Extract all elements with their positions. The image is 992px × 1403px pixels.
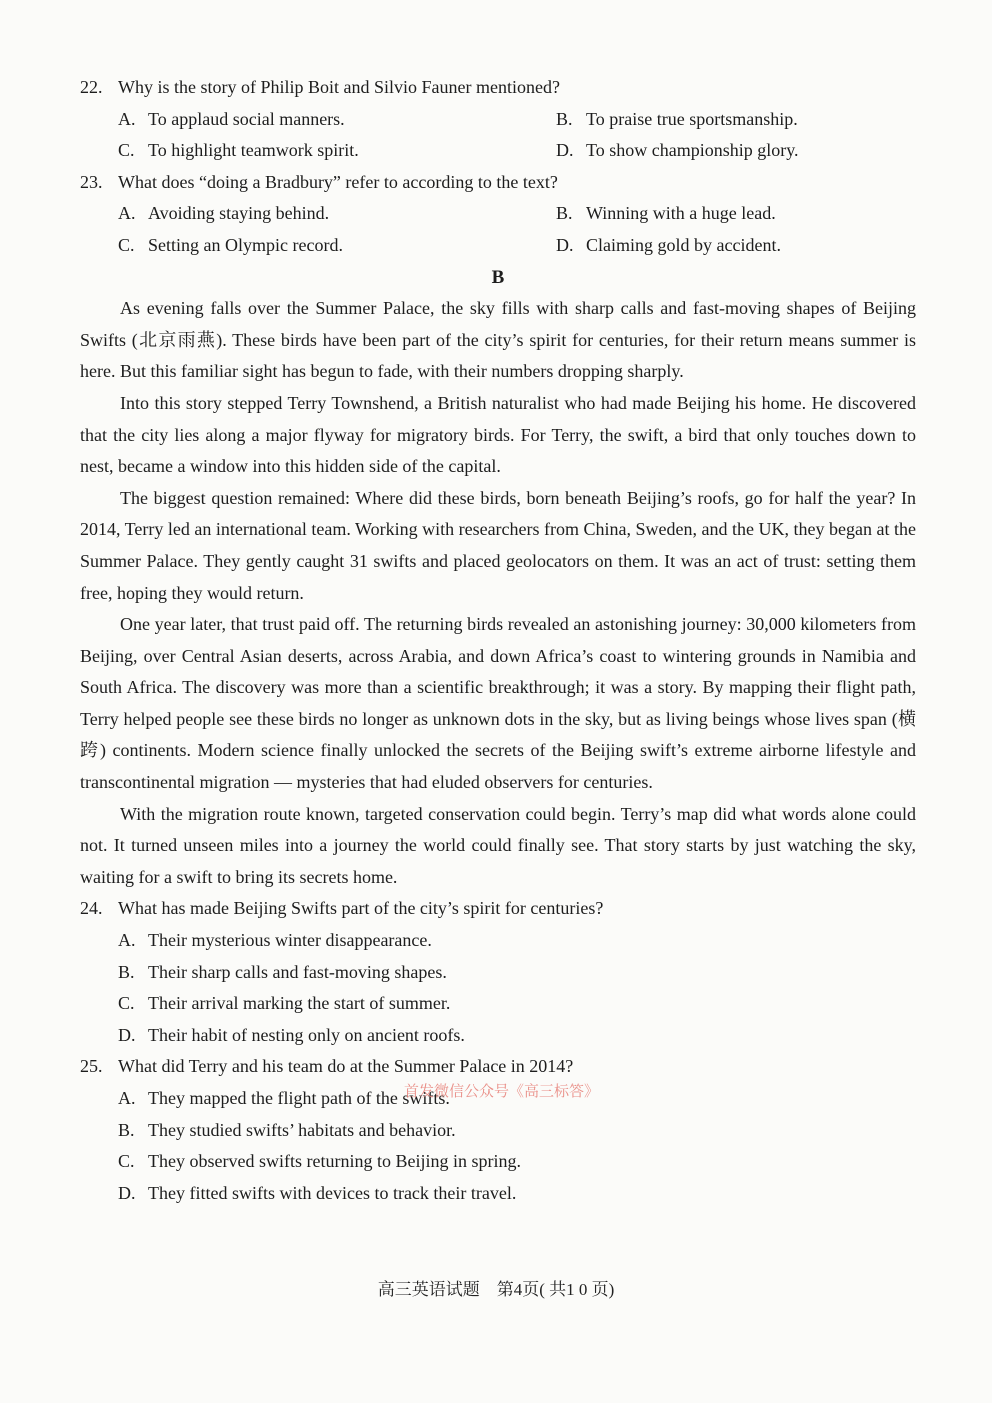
option-label: B.	[556, 108, 573, 129]
option-text: To show championship glory.	[586, 140, 799, 161]
option-label: A.	[118, 108, 136, 129]
passage-paragraph: As evening falls over the Summer Palace, the sky fills with sharp calls and fast-moving shapes of Beijing Swifts (北京雨燕). These birds have been part of the city’s spirit for centuries, for their return means summer is here. But this familiar sight has begun to fade, with their numbers dropping sharply.	[80, 298, 916, 382]
option-b	[556, 104, 916, 136]
question-number: 23.	[80, 171, 103, 192]
option-text: They fitted swifts with devices to track their travel.	[148, 1182, 517, 1203]
watermark: 首发微信公众号《高三标答》	[404, 1083, 600, 1100]
option-d	[556, 230, 916, 262]
option-text: Their sharp calls and fast-moving shapes.	[148, 961, 447, 982]
option-text: Their mysterious winter disappearance.	[148, 930, 432, 951]
option-a	[118, 198, 556, 230]
option-label: C.	[118, 234, 135, 255]
option-text: They observed swifts returning to Beijing in spring.	[148, 1151, 521, 1172]
option-label: C.	[118, 140, 135, 161]
options-grid	[80, 104, 916, 167]
option-label: C.	[118, 1151, 135, 1172]
question-22	[80, 72, 916, 167]
question-number: 22.	[80, 77, 103, 97]
option-text: Winning with a huge lead.	[586, 203, 776, 224]
question-25	[80, 1051, 916, 1209]
exam-page	[80, 72, 916, 1209]
option-text: Their arrival marking the start of summer.	[148, 993, 451, 1014]
option-label: B.	[118, 1119, 135, 1140]
question-24	[80, 893, 916, 1051]
section-label: B	[491, 266, 505, 288]
question-23	[80, 167, 916, 262]
options-list	[80, 925, 916, 1051]
option-text: To highlight teamwork spirit.	[148, 140, 359, 161]
reading-passage	[80, 293, 916, 893]
option-a	[118, 104, 556, 136]
option-c	[118, 230, 556, 262]
question-stem: Why is the story of Philip Boit and Silvio Fauner mentioned?	[118, 77, 560, 97]
option-b	[118, 1115, 916, 1147]
option-c	[118, 988, 916, 1020]
option-c	[118, 1146, 916, 1178]
option-text: To applaud social manners.	[148, 108, 345, 129]
option-label: D.	[118, 1182, 136, 1203]
option-c	[118, 135, 556, 167]
option-text: Claiming gold by accident.	[586, 234, 781, 255]
option-text: Avoiding staying behind.	[148, 203, 330, 224]
option-label: C.	[118, 993, 135, 1014]
page-footer: 高三英语试题 第4页( 共1 0 页)	[377, 1280, 615, 1299]
question-stem: What does “doing a Bradbury” refer to according to the text?	[118, 171, 558, 192]
question-number: 25.	[80, 1056, 103, 1077]
passage-paragraph: The biggest question remained: Where did these birds, born beneath Beijing’s roofs, go for half the year? In 2014, Terry led an international team. Working with researchers from China, Sweden, and the UK, they began at the Summer Palace. They gently caught 31 swifts and placed geolocators on them. It was an act of trust: setting them free, hoping they would return.	[80, 487, 916, 603]
option-text: Setting an Olympic record.	[148, 234, 343, 255]
option-b	[556, 198, 916, 230]
passage-paragraph: One year later, that trust paid off. The returning birds revealed an astonishing journey: 30,000 kilometers from Beijing, over Central Asian deserts, across Arabia, and down Africa’s coast to wintering grounds in Namibia and South Africa. The discovery was more than a scientific breakthrough; it was a story. By mapping their flight path, Terry helped people see these birds no longer as unknown dots in the sky, but as living beings whose lives span (横跨) continents. Modern science finally unlocked the secrets of the Beijing swift’s extreme airborne lifestyle and transcontinental migration — mysteries that had eluded observers for centuries.	[80, 614, 916, 793]
passage-paragraph: With the migration route known, targeted conservation could begin. Terry’s map did what words alone could not. It turned unseen miles into a journey the world could finally see. That story starts by just watching the sky, waiting for a swift to bring its secrets home.	[80, 803, 916, 887]
question-stem: What did Terry and his team do at the Summer Palace in 2014?	[118, 1056, 574, 1077]
option-d	[118, 1178, 916, 1210]
option-label: A.	[118, 1088, 136, 1108]
options-list	[80, 1083, 916, 1209]
question-stem: What has made Beijing Swifts part of the city’s spirit for centuries?	[118, 898, 604, 919]
option-label: D.	[118, 1024, 136, 1045]
passage-paragraph: Into this story stepped Terry Townshend, a British naturalist who had made Beijing his home. He discovered that the city lies along a major flyway for migratory birds. For Terry, the swift, a bird that only touches down to nest, became a window into this hidden side of the capital.	[80, 392, 916, 477]
option-label: B.	[118, 961, 135, 982]
option-label: A.	[118, 930, 136, 951]
option-label: D.	[556, 234, 574, 255]
option-text: They mapped the flight path of the swifts.	[148, 1088, 450, 1108]
options-grid	[80, 198, 916, 261]
option-d	[556, 135, 916, 167]
option-b	[118, 957, 916, 989]
option-text: To praise true sportsmanship.	[586, 108, 798, 129]
option-a	[118, 925, 916, 957]
option-text: They studied swifts’ habitats and behavior.	[148, 1119, 456, 1140]
option-label: B.	[556, 203, 573, 224]
option-d	[118, 1020, 916, 1052]
option-label: A.	[118, 203, 136, 224]
option-text: Their habit of nesting only on ancient roofs.	[148, 1024, 465, 1045]
option-label: D.	[556, 140, 574, 161]
question-number: 24.	[80, 898, 103, 919]
